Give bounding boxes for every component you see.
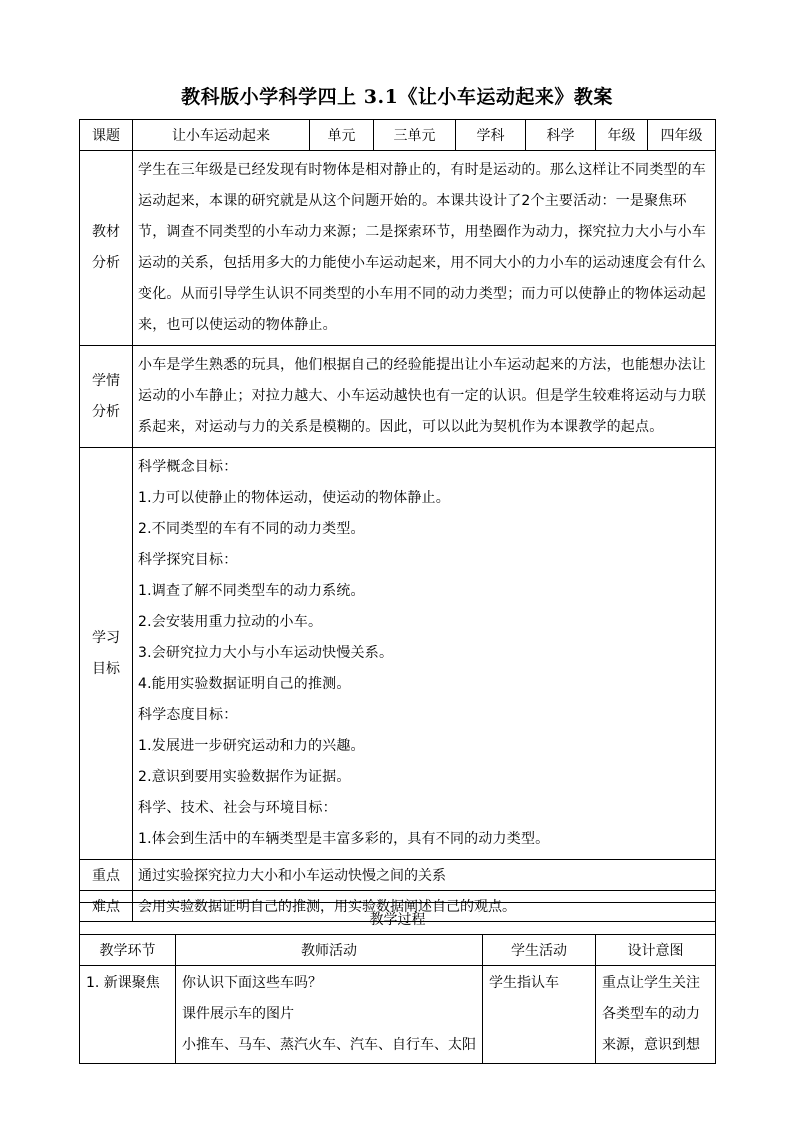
subject-label: 学科 [456,120,526,151]
unit-value: 三单元 [374,120,456,151]
goal-line: 1.调查了解不同类型车的动力系统。 [138,583,365,599]
column-header: 教学环节 [80,935,176,966]
teacher-line: 课件展示车的图片 [182,1006,294,1022]
topic-value: 让小车运动起来 [133,120,310,151]
grade-label: 年级 [596,120,648,151]
unit-label: 单元 [310,120,374,151]
subject-value: 科学 [526,120,596,151]
goal-line: 1.体会到生活中的车辆类型是丰富多彩的，具有不同的动力类型。 [138,831,550,847]
intent-line: 各类型车的动力 [602,1006,700,1022]
teacher-line: 小推车、马车、蒸汽火车、汽车、自行车、太阳 [182,1037,476,1053]
difficult-point-text: 会用实验数据证明自己的推测，用实验数据阐述自己的观点。 [133,891,716,922]
goal-line: 4.能用实验数据证明自己的推测。 [138,676,351,692]
key-point-text: 通过实验探究拉力大小和小车运动快慢之间的关系 [133,860,716,891]
goal-line: 2.意识到要用实验数据作为证据。 [138,769,351,785]
goal-line: 科学探究目标： [138,552,238,568]
design-intent-cell [596,966,716,1064]
column-header: 设计意图 [596,935,716,966]
goal-line: 1.力可以使静止的物体运动，使运动的物体静止。 [138,490,450,506]
difficult-point-label: 难点 [80,891,133,922]
process-title: 教学过程 [80,903,716,935]
grade-value: 四年级 [648,120,716,151]
intent-line: 来源，意识到想 [602,1037,700,1053]
lesson-info-table [79,119,716,922]
learning-goals-label: 学习 目标 [80,448,133,860]
student-analysis-text: 小车是学生熟悉的玩具，他们根据自己的经验能提出让小车运动起来的方法，也能想办法让运动的小车静止；对拉力越大、小车运动越快也有一定的认识。但是学生较难将运动与力联系起来，对运动与力的关系是模糊的。因此，可以以此为契机作为本课教学的起点。 [133,346,716,448]
goal-line: 2.会安装用重力拉动的小车。 [138,614,323,630]
teaching-process-table [79,902,716,1064]
goal-line: 2.不同类型的车有不同的动力类型。 [138,521,365,537]
document-title: 教科版小学科学四上 3.1《让小车运动起来》教案 [181,86,613,108]
column-header: 教师活动 [176,935,483,966]
intent-line: 重点让学生关注 [602,975,700,991]
material-analysis-label: 教材 分析 [80,151,133,346]
goal-line: 3.会研究拉力大小与小车运动快慢关系。 [138,645,394,661]
teacher-activity-cell [176,966,483,1064]
learning-goals-list [133,448,716,860]
stage-cell: 1. 新课聚焦 [80,966,176,1064]
topic-label: 课题 [80,120,133,151]
goal-line: 1.发展进一步研究运动和力的兴趣。 [138,738,365,754]
teacher-line: 你认识下面这些车吗？ [182,975,322,991]
goal-line: 科学概念目标： [138,459,238,475]
student-analysis-label: 学情 分析 [80,346,133,448]
column-header: 学生活动 [483,935,596,966]
material-analysis-text: 学生在三年级是已经发现有时物体是相对静止的，有时是运动的。那么这样让不同类型的车运动起来，本课的研究就是从这个问题开始的。本课共设计了2个主要活动：一是聚焦环节，调查不同类型的小车动力来源；二是探索环节，用垫圈作为动力，探究拉力大小与小车运动的关系，包括用多大的力能使小车运动起来，用不同大小的力小车的运动速度会有什么变化。从而引导学生认识不同类型的小车用不同的动力类型；而力可以使静止的物体运动起来，也可以使运动的物体静止。 [133,151,716,346]
key-point-label: 重点 [80,860,133,891]
goal-line: 科学态度目标： [138,707,238,723]
goal-line: 科学、技术、社会与环境目标： [138,800,337,816]
student-activity-cell: 学生指认车 [483,966,596,1064]
